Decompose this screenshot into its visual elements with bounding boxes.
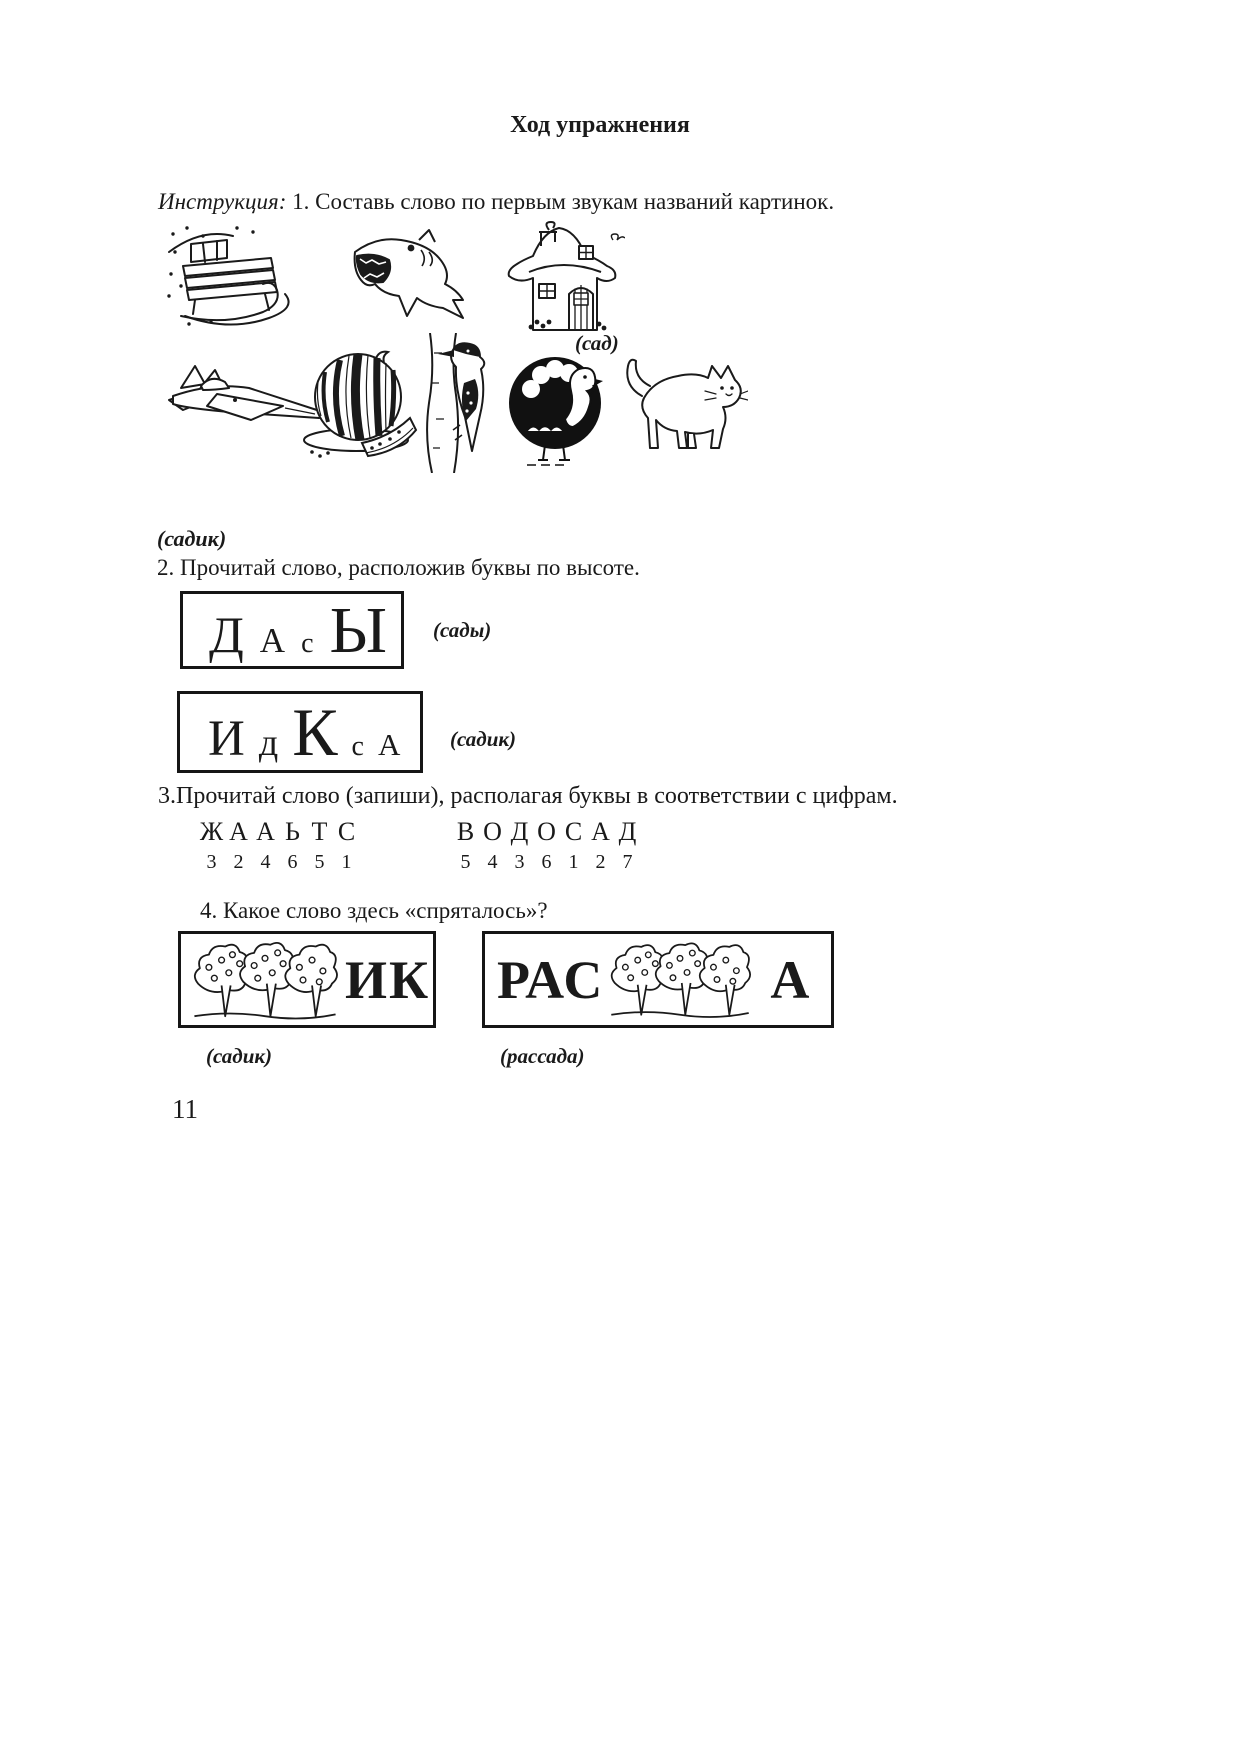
task2-prompt: 2. Прочитай слово, расположив буквы по высоте. <box>157 555 640 580</box>
box2-letter: д <box>258 722 279 764</box>
page-title: Ход упражнения <box>510 112 690 138</box>
cipher-cell: С 1 <box>337 817 356 873</box>
letter-number-group-1 <box>198 819 360 872</box>
page-number: 11 <box>172 1094 198 1124</box>
task1-row2-answer: (садик) <box>157 526 227 551</box>
letter-height-box-2 <box>177 691 423 773</box>
cipher-cell: А 4 <box>256 817 275 873</box>
apple-trees-image <box>189 938 341 1022</box>
task4-box1-answer: (садик) <box>206 1044 273 1068</box>
hidden-word-box-1 <box>178 931 436 1028</box>
task2-box1-answer: (сады) <box>433 618 492 642</box>
cipher-cell: Д 7 <box>618 817 637 873</box>
box1-letter: с <box>301 628 314 659</box>
box2-letter: К <box>292 694 338 770</box>
turkey-image <box>505 343 617 468</box>
cipher-cell: О 6 <box>537 817 556 873</box>
box1-letter: А <box>259 621 286 660</box>
cipher-cell: А 2 <box>229 817 248 873</box>
cipher-cell: Ь 6 <box>285 817 300 873</box>
letter-height-box-1 <box>180 591 404 669</box>
cipher-cell: А 2 <box>591 817 610 873</box>
hidden-word-suffix: ИК <box>345 949 431 1010</box>
apple-trees-image <box>606 938 754 1021</box>
instruction-line <box>158 188 834 217</box>
cipher-cell: С 1 <box>564 817 583 873</box>
box1-letter: Ы <box>329 594 388 667</box>
task4-prompt: 4. Какое слово здесь «спряталось»? <box>200 898 548 923</box>
box2-letter: И <box>208 711 245 767</box>
watermelon-image <box>298 340 430 470</box>
hidden-word-suffix: А <box>770 949 812 1010</box>
cipher-cell: Т 5 <box>311 817 328 873</box>
house-image <box>503 220 625 335</box>
task1-row1-answer: (сад) <box>575 331 619 355</box>
cipher-cell: Д 3 <box>510 817 529 873</box>
letter-number-group-2 <box>452 819 641 872</box>
cipher-cell: Ж 3 <box>199 817 224 873</box>
box2-letter: А <box>377 727 401 762</box>
box2-letter: с <box>351 731 364 762</box>
woodpecker-image <box>420 333 498 473</box>
instruction-label: Инструкция: <box>158 189 287 214</box>
cat-image <box>618 352 748 464</box>
task2-box2-answer: (садик) <box>450 727 517 751</box>
cipher-cell: В 5 <box>456 817 475 873</box>
cipher-cell: О 4 <box>483 817 502 873</box>
sled-image <box>165 222 305 330</box>
task4-box2-answer: (рассада) <box>500 1044 585 1068</box>
shark-image <box>327 228 477 331</box>
hidden-word-prefix: РАС <box>497 949 605 1010</box>
box1-letter: Д <box>209 608 244 664</box>
task3-prompt: 3.Прочитай слово (запиши), располагая буквы в соответствии с цифрам. <box>158 783 898 809</box>
hidden-word-box-2 <box>482 931 834 1028</box>
instruction-text: 1. Составь слово по первым звукам названий картинок. <box>292 189 835 214</box>
